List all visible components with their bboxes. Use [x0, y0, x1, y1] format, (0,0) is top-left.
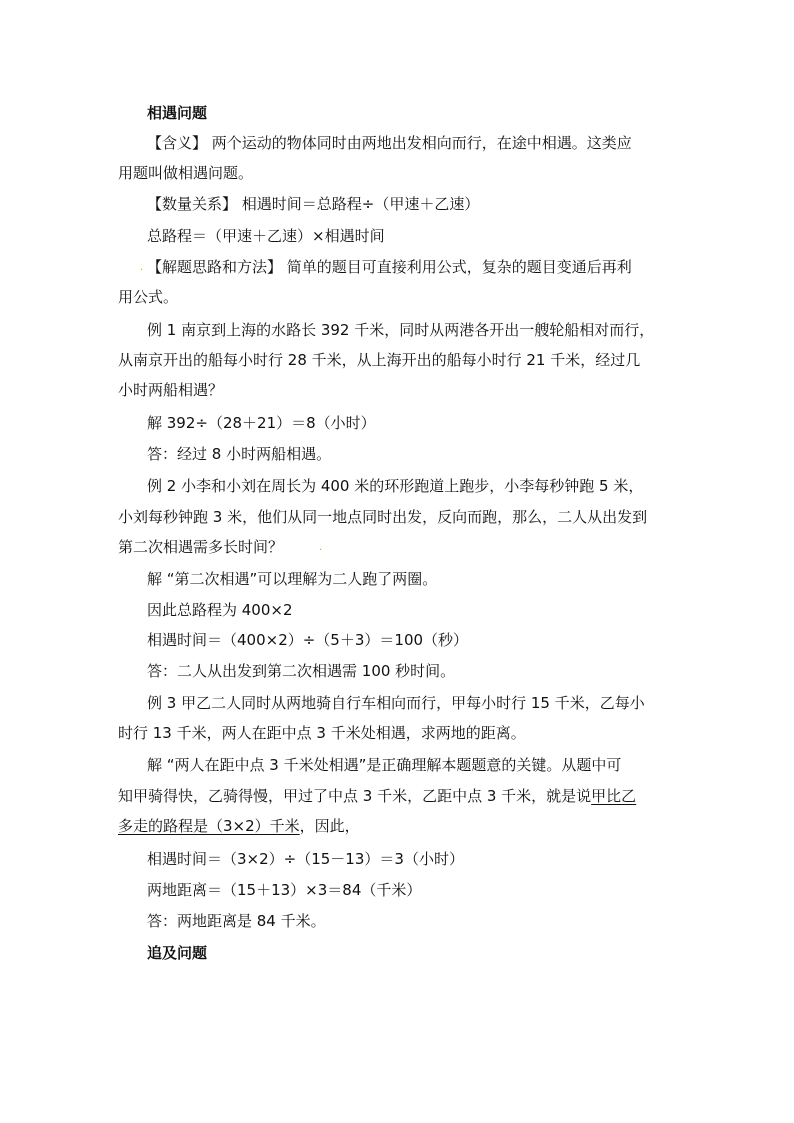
example-3-solution-line-3: [118, 816, 360, 836]
meaning-line-2: 用题叫做相遇问题。: [118, 164, 254, 182]
method-line-1: 【解题思路和方法】 简单的题目可直接利用公式，复杂的题目变通后再利: [147, 258, 632, 276]
example-3-underlined-phrase-start: 甲比乙: [591, 787, 637, 805]
example-2-solution-1: 解 “第二次相遇”可以理解为二人跑了两圈。: [147, 570, 438, 588]
example-3-line-2: 时行 13 千米，两人在距中点 3 千米处相遇，求两地的距离。: [118, 724, 526, 742]
example-2-line-1: 例 2 小李和小刘在周长为 400 米的环形跑道上跑步，小李每秒钟跑 5 米，: [147, 477, 644, 495]
example-3-calculation-2: 两地距离＝（15＋13）×3＝84（千米）: [147, 881, 422, 899]
example-2-line-3: 第二次相遇需多长时间？: [118, 538, 284, 556]
relation-line-1: 【数量关系】 相遇时间＝总路程÷（甲速＋乙速）: [147, 195, 480, 213]
yellow-dot-mark: .: [319, 542, 323, 553]
example-3-line-1: 例 3 甲乙二人同时从两地骑自行车相向而行，甲每小时行 15 千米，乙每小: [147, 694, 645, 712]
example-2-line-2: 小刘每秒钟跑 3 米，他们从同一地点同时出发，反向而跑，那么，二人从出发到: [118, 508, 648, 526]
example-3-underlined-phrase-end: 多走的路程是（3×2）千米: [118, 817, 300, 835]
example-3-solution-line-3-text: ，因此，: [299, 817, 360, 835]
example-2-answer: 答：二人从出发到第二次相遇需 100 秒时间。: [147, 662, 456, 680]
example-2-solution-3: 相遇时间＝（400×2）÷（5＋3）＝100（秒）: [147, 631, 469, 649]
example-1-answer: 答：经过 8 小时两船相遇。: [147, 445, 332, 463]
yellow-dot-mark: .: [140, 262, 144, 273]
example-3-solution-line-2-text: 知甲骑得快，乙骑得慢，甲过了中点 3 千米，乙距中点 3 千米，就是说: [118, 787, 592, 805]
example-1-solution: 解 392÷（28＋21）＝8（小时）: [147, 414, 376, 432]
example-3-answer: 答：两地距离是 84 千米。: [147, 912, 326, 930]
method-line-2: 用公式。: [118, 288, 179, 306]
example-3-calculation-1: 相遇时间＝（3×2）÷（15－13）＝3（小时）: [147, 850, 464, 868]
meaning-line-1: 【含义】 两个运动的物体同时由两地出发相向而行，在途中相遇。这类应: [147, 134, 632, 152]
relation-line-2: 总路程＝（甲速＋乙速）×相遇时间: [147, 227, 385, 245]
section-title-chase: 追及问题: [147, 944, 208, 962]
section-title-meeting: 相遇问题: [147, 104, 208, 122]
example-2-solution-2: 因此总路程为 400×2: [147, 601, 293, 619]
example-1-line-1: 例 1 南京到上海的水路长 392 千米，同时从两港各开出一艘轮船相对而行，: [147, 321, 655, 339]
example-3-solution-line-1: 解 “两人在距中点 3 千米处相遇”是正确理解本题题意的关键。从题中可: [147, 756, 622, 774]
example-1-line-2: 从南京开出的船每小时行 28 千米，从上海开出的船每小时行 21 千米，经过几: [118, 351, 641, 369]
example-1-line-3: 小时两船相遇？: [118, 381, 224, 399]
example-3-solution-line-2: [118, 786, 636, 806]
